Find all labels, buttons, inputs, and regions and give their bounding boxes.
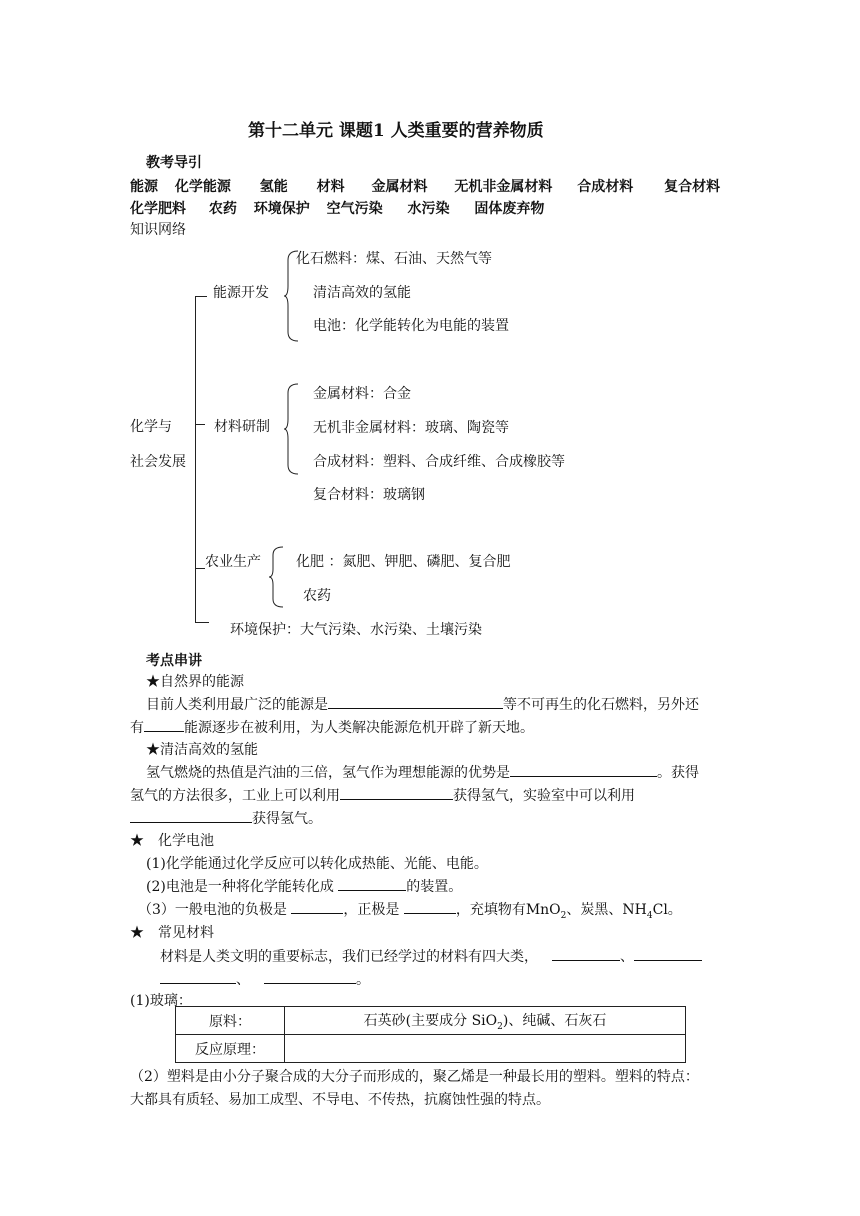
answer-blank[interactable] bbox=[264, 969, 356, 984]
answer-blank[interactable] bbox=[160, 969, 236, 984]
keyword: 能源 bbox=[130, 179, 158, 195]
paragraph-line bbox=[160, 946, 702, 966]
subscript: 2 bbox=[497, 1021, 503, 1032]
text: 获得氢气，实验室中可以利用 bbox=[453, 788, 635, 804]
tree-branch-environment bbox=[195, 622, 209, 623]
text: 。 bbox=[356, 972, 370, 988]
table-row bbox=[176, 1035, 686, 1063]
paragraph-line bbox=[146, 762, 699, 782]
text: Cl。 bbox=[652, 902, 682, 918]
answer-blank[interactable] bbox=[328, 694, 503, 709]
brace-materials bbox=[283, 383, 301, 475]
text: 、炭黑、NH bbox=[566, 902, 647, 918]
text: 的装置。 bbox=[406, 879, 463, 895]
keyword: 化学肥料 bbox=[130, 201, 186, 217]
paragraph-line bbox=[146, 694, 699, 714]
page-title: 第十二单元 课题1 人类重要的营养物质 bbox=[248, 121, 544, 141]
guide-heading: 教考导引 bbox=[146, 155, 202, 171]
table-cell bbox=[285, 1007, 686, 1035]
list-item bbox=[138, 899, 682, 921]
text: 获得氢气。 bbox=[252, 811, 322, 827]
keyword: 农药 bbox=[208, 201, 237, 217]
text: )、纯碱、石灰石 bbox=[502, 1012, 607, 1029]
glass-label: (1)玻璃： bbox=[130, 993, 192, 1009]
energy-item: 化石燃料：煤、石油、天然气等 bbox=[296, 251, 492, 267]
section-title: ★清洁高效的氢能 bbox=[146, 742, 258, 758]
paragraph-line: （2）塑料是由小分子聚合成的大分子而形成的，聚乙烯是一种最长用的塑料。塑料的特点： bbox=[130, 1069, 699, 1085]
paragraph-line bbox=[130, 717, 534, 737]
table-header-cell: 反应原理： bbox=[176, 1035, 285, 1063]
answer-blank[interactable] bbox=[404, 899, 456, 914]
tree-branch-energy bbox=[195, 296, 207, 297]
paragraph-line bbox=[160, 969, 370, 989]
brace-agriculture bbox=[268, 546, 286, 608]
materials-item: 无机非金属材料：玻璃、陶瓷等 bbox=[313, 420, 509, 436]
section-title: ★ 常见材料 bbox=[130, 925, 214, 941]
keyword: 水污染 bbox=[407, 201, 450, 217]
keyword: 材料 bbox=[316, 179, 345, 195]
subscript: 4 bbox=[646, 910, 653, 921]
text: 等不可再生的化石燃料，另外还 bbox=[503, 697, 699, 713]
agriculture-item: 化肥 ：氮肥、钾肥、磷肥、复合肥 bbox=[296, 554, 511, 570]
answer-blank[interactable] bbox=[338, 876, 406, 891]
network-heading: 知识网络 bbox=[130, 222, 186, 238]
separator: 、 bbox=[620, 949, 634, 965]
keyword: 环境保护 bbox=[253, 201, 310, 217]
keyword: 固体废弃物 bbox=[474, 201, 545, 217]
branch-agriculture-label: 农业生产 bbox=[205, 554, 261, 570]
guide-keywords-line1 bbox=[130, 176, 720, 196]
subscript: 2 bbox=[560, 910, 567, 921]
table-row bbox=[176, 1007, 686, 1035]
answer-cell[interactable] bbox=[285, 1035, 686, 1063]
points-heading: 考点串讲 bbox=[146, 653, 202, 669]
root-label-line1: 化学与 bbox=[130, 419, 172, 435]
text: (2)电池是一种将化学能转化成 bbox=[146, 879, 334, 895]
materials-item: 复合材料：玻璃钢 bbox=[313, 487, 425, 503]
text: 目前人类利用最广泛的能源是 bbox=[146, 697, 328, 713]
answer-blank[interactable] bbox=[552, 946, 620, 961]
tree-branch-agriculture bbox=[195, 568, 205, 569]
materials-item: 合成材料：塑料、合成纤维、合成橡胶等 bbox=[313, 454, 565, 470]
text: ，正极是 bbox=[343, 902, 400, 918]
keyword: 金属材料 bbox=[371, 179, 428, 195]
branch-materials-label: 材料研制 bbox=[214, 419, 270, 435]
keyword: 无机非金属材料 bbox=[454, 179, 553, 195]
text: ，充填物有MnO bbox=[455, 902, 561, 918]
keyword: 复合材料 bbox=[664, 179, 721, 195]
energy-item: 清洁高效的氢能 bbox=[313, 285, 411, 301]
answer-blank[interactable] bbox=[144, 717, 184, 732]
answer-blank[interactable] bbox=[510, 762, 657, 777]
answer-blank[interactable] bbox=[340, 785, 453, 800]
keyword: 氢能 bbox=[259, 179, 288, 195]
section-title: ★自然界的能源 bbox=[146, 674, 244, 690]
paragraph-line bbox=[130, 785, 635, 805]
agriculture-item: 农药 bbox=[303, 588, 331, 604]
text: 有 bbox=[130, 720, 144, 736]
keyword: 合成材料 bbox=[577, 179, 634, 195]
text: （3）一般电池的负极是 bbox=[138, 902, 287, 918]
keyword: 空气污染 bbox=[326, 201, 383, 217]
answer-blank[interactable] bbox=[130, 808, 252, 823]
text: 。获得 bbox=[657, 765, 699, 781]
root-label-line2: 社会发展 bbox=[130, 454, 186, 470]
table-header-cell: 原料： bbox=[176, 1007, 285, 1035]
guide-keywords-line2 bbox=[130, 198, 544, 218]
list-item: (1)化学能通过化学反应可以转化成热能、光能、电能。 bbox=[146, 856, 488, 872]
energy-item: 电池：化学能转化为电能的装置 bbox=[313, 318, 509, 334]
keyword: 化学能源 bbox=[174, 179, 231, 195]
branch-environment: 环境保护：大气污染、水污染、土壤污染 bbox=[230, 622, 482, 638]
paragraph-line: 大都具有质轻、易加工成型、不导电、不传热，抗腐蚀性强的特点。 bbox=[130, 1092, 550, 1108]
tree-branch-materials bbox=[195, 424, 205, 425]
text: 氢气的方法很多，工业上可以利用 bbox=[130, 788, 340, 804]
answer-blank[interactable] bbox=[291, 899, 343, 914]
list-item bbox=[146, 876, 462, 896]
glass-table bbox=[175, 1006, 686, 1063]
text: 氢气燃烧的热值是汽油的三倍，氢气作为理想能源的优势是 bbox=[146, 765, 510, 781]
materials-item: 金属材料：合金 bbox=[313, 386, 411, 402]
separator: 、 bbox=[236, 972, 250, 988]
text: 石英砂(主要成分 SiO bbox=[363, 1012, 498, 1029]
text: 材料是人类文明的重要标志，我们已经学过的材料有四大类， bbox=[160, 949, 538, 965]
text: 能源逐步在被利用，为人类解决能源危机开辟了新天地。 bbox=[184, 720, 534, 736]
paragraph-line bbox=[130, 808, 322, 828]
tree-trunk bbox=[195, 296, 196, 623]
answer-blank[interactable] bbox=[634, 946, 702, 961]
section-title: ★ 化学电池 bbox=[130, 833, 214, 849]
branch-energy-label: 能源开发 bbox=[213, 285, 269, 301]
